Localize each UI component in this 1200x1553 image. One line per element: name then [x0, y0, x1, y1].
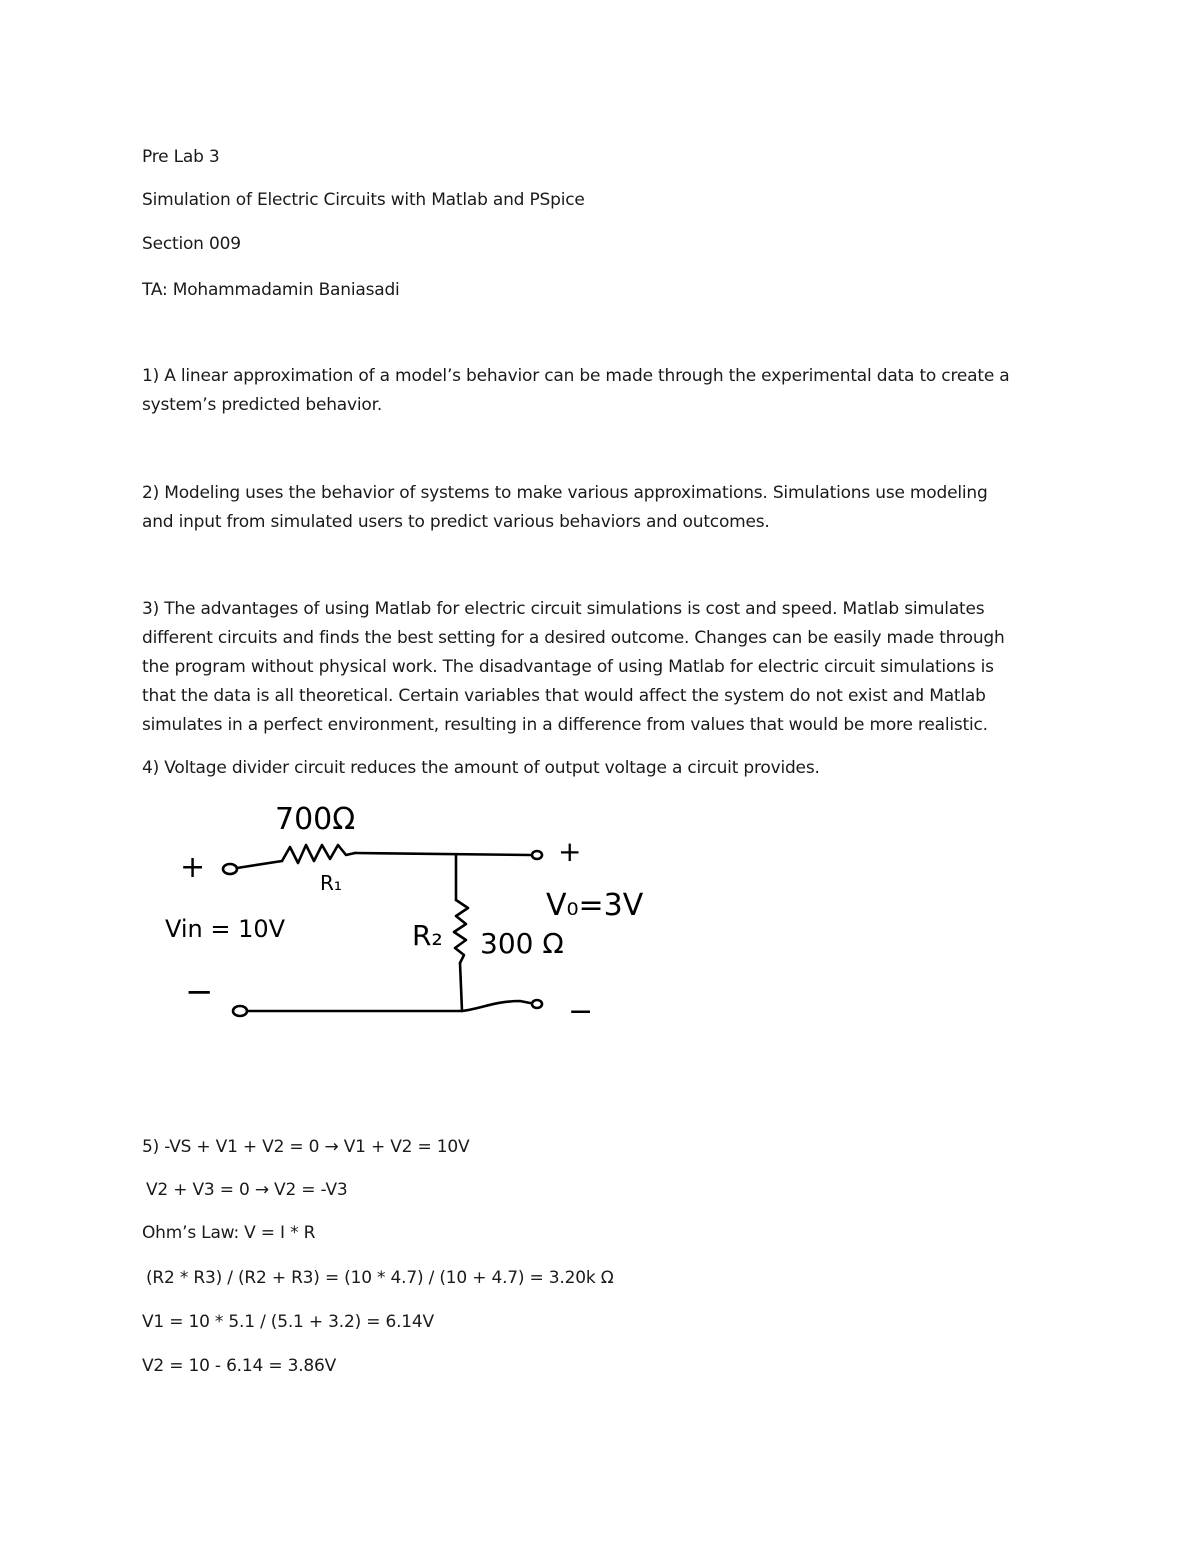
doc-ta: TA: Mohammadamin Baniasadi [142, 280, 400, 300]
r2-value-label: 300 Ω [480, 927, 564, 960]
doc-subtitle: Simulation of Electric Circuits with Matlab and PSpice [142, 190, 585, 210]
answer-3-line: 3) The advantages of using Matlab for electric circuit simulations is cost and speed. Matlab simulates [142, 599, 985, 619]
answer-3-line: the program without physical work. The disadvantage of using Matlab for electric circuit simulations is [142, 657, 994, 677]
resistor-r2 [454, 900, 468, 963]
vout-label: V₀=3V [546, 888, 644, 923]
input-plus-terminal [223, 864, 237, 874]
left-plus-label: + [180, 850, 206, 885]
answer-2-line: and input from simulated users to predict various behaviors and outcomes. [142, 512, 770, 532]
vin-label: Vin = 10V [165, 915, 286, 943]
doc-title: Pre Lab 3 [142, 147, 220, 167]
output-minus-terminal [532, 1000, 542, 1008]
input-minus-terminal [233, 1006, 247, 1016]
answer-3-line: different circuits and finds the best setting for a desired outcome. Changes can be easily made through [142, 628, 1005, 648]
answer-5-line: (R2 * R3) / (R2 + R3) = (10 * 4.7) / (10 + 4.7) = 3.20k Ω [146, 1268, 614, 1288]
r2-name-label: R₂ [412, 919, 443, 952]
answer-1-line: system’s predicted behavior. [142, 395, 383, 415]
answer-5-line: V1 = 10 * 5.1 / (5.1 + 3.2) = 6.14V [142, 1312, 434, 1332]
left-minus-label: − [185, 972, 214, 1012]
answer-5-line: V2 = 10 - 6.14 = 3.86V [142, 1356, 337, 1376]
answer-3-line: simulates in a perfect environment, resulting in a difference from values that would be more realistic. [142, 715, 988, 735]
wire-r2-to-bottom [460, 963, 462, 1011]
answer-5-line: 5) -VS + V1 + V2 = 0 → V1 + V2 = 10V [142, 1137, 470, 1157]
answer-3 [142, 595, 1062, 740]
right-plus-label: + [558, 835, 582, 868]
answer-5-line: V2 + V3 = 0 → V2 = -V3 [146, 1180, 348, 1200]
answer-2-line: 2) Modeling uses the behavior of systems to make various approximations. Simulations use modeling [142, 483, 988, 503]
wire-bottom-right [462, 1001, 530, 1011]
resistor-r1 [282, 845, 355, 863]
wire-in-to-r1 [237, 861, 282, 868]
output-plus-terminal [532, 851, 542, 859]
answer-4: 4) Voltage divider circuit reduces the amount of output voltage a circuit provides. [142, 758, 820, 778]
answer-1 [142, 362, 1062, 420]
answer-5-line: Ohm’s Law: V = I * R [142, 1223, 316, 1243]
wire-r1-to-out [355, 853, 530, 855]
r1-name-label: R₁ [320, 871, 342, 895]
right-minus-label: − [568, 994, 594, 1029]
r1-value-label: 700Ω [275, 802, 356, 837]
answer-1-line: 1) A linear approximation of a model’s behavior can be made through the experimental data to create a [142, 366, 1010, 386]
answer-2 [142, 479, 1062, 537]
doc-section: Section 009 [142, 234, 241, 254]
answer-3-line: that the data is all theoretical. Certain variables that would affect the system do not exist and Matlab [142, 686, 986, 706]
voltage-divider-circuit [150, 795, 644, 1035]
